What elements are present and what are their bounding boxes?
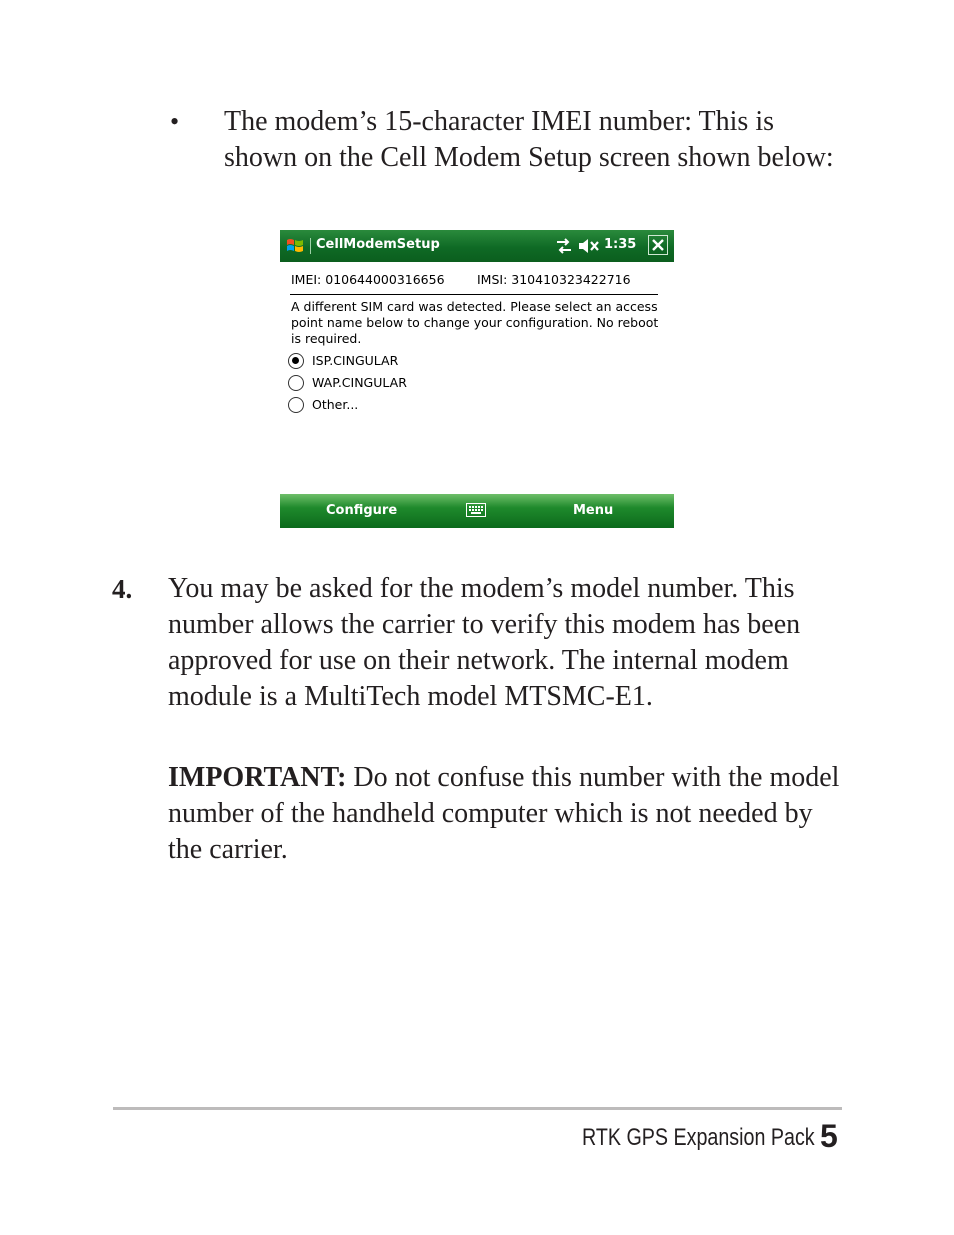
volume-muted-icon[interactable]: [578, 238, 600, 254]
bullet-marker: •: [170, 107, 180, 136]
sync-icon[interactable]: [554, 237, 574, 255]
title-bar: [280, 230, 674, 262]
footer-title: RTK GPS Expansion Pack: [582, 1124, 815, 1151]
title-separator: [310, 238, 311, 254]
close-button[interactable]: [648, 235, 668, 255]
imei-value: IMEI: 010644000316656: [291, 272, 445, 287]
radio-button[interactable]: [288, 353, 304, 369]
radio-button[interactable]: [288, 375, 304, 391]
step-number: 4.: [112, 574, 133, 604]
footer-rule: [113, 1107, 842, 1110]
imsi-value: IMSI: 310410323422716: [477, 272, 631, 287]
important-note: [168, 760, 848, 868]
radio-label: ISP.CINGULAR: [312, 353, 399, 368]
menu-softkey[interactable]: Menu: [573, 503, 614, 518]
close-icon: [652, 239, 664, 251]
clock: 1:35: [604, 237, 637, 252]
radio-label: WAP.CINGULAR: [312, 375, 407, 390]
radio-label: Other...: [312, 397, 359, 412]
softkey-bar: [280, 494, 674, 528]
configure-softkey[interactable]: Configure: [326, 503, 398, 518]
important-text: Do not confuse this number with the model number of the handheld computer which is not needed by the carrier.: [168, 762, 840, 865]
bullet-text: The modem’s 15-character IMEI number: This is shown on the Cell Modem Setup screen shown below:: [224, 106, 834, 173]
important-label: IMPORTANT:: [168, 762, 347, 793]
cell-modem-setup-screenshot: [280, 230, 674, 528]
radio-button[interactable]: [288, 397, 304, 413]
step-text: You may be asked for the modem’s model number. This number allows the carrier to verify this modem has been approved for use on their network. The internal modem module is a MultiTech model MTSMC-E1.: [168, 573, 801, 712]
windows-logo-icon[interactable]: [285, 236, 305, 256]
keyboard-icon[interactable]: [466, 503, 486, 517]
sim-message: A different SIM card was detected. Please select an access point name below to change your configuration. No reboot is required.: [291, 299, 659, 346]
divider: [290, 294, 658, 295]
window-title: CellModemSetup: [316, 237, 440, 252]
page-number: 5: [820, 1118, 838, 1154]
